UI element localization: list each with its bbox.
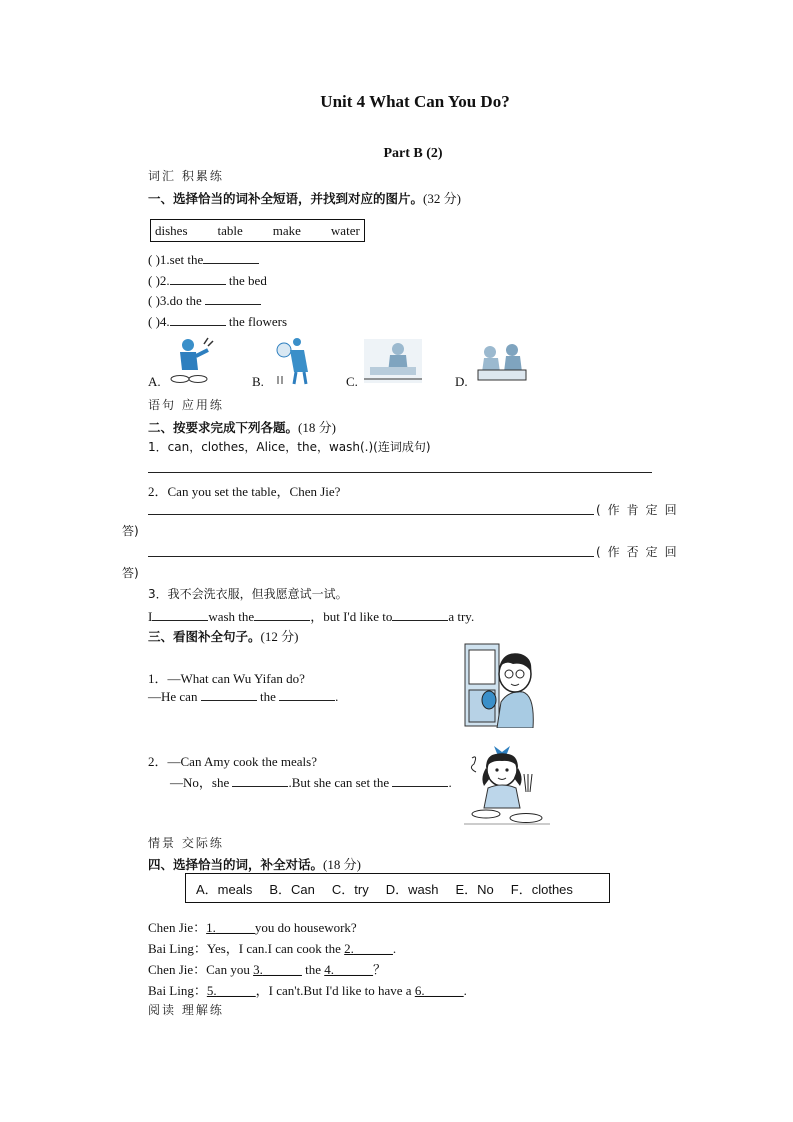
word-bank bbox=[150, 219, 365, 242]
fill-blank[interactable] bbox=[203, 252, 259, 264]
dialogue-line-3 bbox=[148, 959, 386, 978]
phrase-text: 2. bbox=[159, 273, 170, 288]
fill-blank[interactable] bbox=[170, 314, 226, 326]
question-2-1: 1．can，clothes，Alice，the，wash(.)(连词成句) bbox=[148, 440, 431, 454]
fill-blank[interactable] bbox=[279, 689, 335, 701]
question-3-2-answer bbox=[170, 772, 452, 791]
category-dialogue: 情景 交际练 bbox=[148, 836, 224, 850]
answer-blank-4[interactable] bbox=[324, 962, 373, 977]
word-bank-item: make bbox=[272, 223, 301, 238]
section2-heading bbox=[148, 417, 336, 436]
fill-blank[interactable] bbox=[152, 609, 208, 621]
dialogue-text: Yes，I can.I can cook the bbox=[206, 941, 345, 956]
answer-line[interactable] bbox=[148, 556, 594, 557]
phrase-item-2 bbox=[148, 273, 267, 289]
phrase-text: 4. bbox=[159, 314, 170, 329]
section4-heading bbox=[148, 854, 361, 873]
answer-paren[interactable]: ( ) bbox=[148, 273, 160, 288]
blank-number: 1. bbox=[206, 920, 216, 935]
question-3-1: 1．—What can Wu Yifan do? bbox=[148, 671, 305, 686]
dialogue-line-2 bbox=[148, 938, 396, 957]
dialogue-text: Can you bbox=[206, 962, 254, 977]
answer-blank-6[interactable] bbox=[415, 983, 464, 998]
fill-blank[interactable] bbox=[392, 609, 448, 621]
fill-blank[interactable] bbox=[201, 689, 257, 701]
picture-making-bed bbox=[364, 339, 422, 385]
blank-underline: ______ bbox=[216, 983, 256, 998]
section3-heading-text: 三、看图补全句子。 bbox=[148, 629, 261, 644]
picture-label-d: D. bbox=[455, 374, 468, 389]
question-2-3-answer bbox=[148, 606, 474, 625]
section4-heading-text: 四、选择恰当的词，补全对话。 bbox=[148, 857, 324, 872]
blank-underline: ______ bbox=[333, 962, 373, 977]
option-item: B．Can bbox=[269, 881, 315, 897]
section3-heading bbox=[148, 626, 298, 645]
blank-number: 6. bbox=[414, 983, 425, 998]
answer-blank-5[interactable] bbox=[207, 983, 256, 998]
answer-line[interactable] bbox=[148, 514, 594, 515]
option-item: F．clothes bbox=[510, 881, 573, 897]
dialogue-text: ，I can't.But I'd like to have a bbox=[255, 983, 415, 998]
picture-label-c: C. bbox=[346, 374, 358, 389]
dialogue-text: . bbox=[392, 941, 397, 956]
dialogue-text: you do housework? bbox=[254, 920, 357, 935]
option-item: D．wash bbox=[385, 881, 439, 897]
picture-watering-flowers bbox=[270, 336, 314, 386]
phrase-text: the flowers bbox=[225, 314, 288, 329]
sentence-text: . bbox=[448, 775, 452, 790]
blank-underline: ______ bbox=[262, 962, 302, 977]
option-item: E．No bbox=[455, 881, 494, 897]
category-reading: 阅读 理解练 bbox=[148, 1003, 224, 1017]
sentence-text: .But she can set the bbox=[288, 775, 393, 790]
phrase-item-3 bbox=[148, 293, 261, 309]
fill-blank[interactable] bbox=[170, 273, 226, 285]
section1-points: (32 分) bbox=[423, 191, 461, 206]
section2-heading-text: 二、按要求完成下列各题。 bbox=[148, 420, 299, 435]
picture-label-a: A. bbox=[148, 374, 161, 389]
word-bank-item: water bbox=[330, 223, 360, 238]
answer-blank-1[interactable] bbox=[206, 920, 255, 935]
sentence-text: —He can bbox=[148, 689, 201, 704]
blank-underline: ______ bbox=[353, 941, 393, 956]
instruction-affirmative-end: 答) bbox=[122, 524, 139, 538]
picture-washing-dishes bbox=[168, 336, 220, 386]
picture-label-b: B. bbox=[252, 374, 264, 389]
option-item: A．meals bbox=[196, 881, 253, 897]
answer-blank-2[interactable] bbox=[344, 941, 393, 956]
speaker-name: Chen Jie： bbox=[148, 920, 207, 935]
dialogue-line-1 bbox=[148, 917, 357, 936]
section2-points: (18 分) bbox=[298, 420, 336, 435]
sentence-text: a try. bbox=[448, 609, 475, 624]
blank-number: 3. bbox=[253, 962, 263, 977]
blank-number: 5. bbox=[206, 983, 217, 998]
instruction-negative: (作否定回 bbox=[596, 545, 684, 559]
fill-blank[interactable] bbox=[232, 775, 288, 787]
sentence-text: ，but I'd like to bbox=[310, 609, 393, 624]
section1-heading-text: 一、选择恰当的词补全短语，并找到对应的图片。 bbox=[148, 191, 424, 206]
blank-underline: ______ bbox=[424, 983, 464, 998]
answer-paren[interactable]: ( ) bbox=[148, 314, 160, 329]
answer-blank-3[interactable] bbox=[253, 962, 302, 977]
answer-paren[interactable]: ( ) bbox=[148, 252, 160, 267]
blank-number: 2. bbox=[344, 941, 354, 956]
instruction-affirmative: (作肯定回 bbox=[596, 503, 684, 517]
fill-blank[interactable] bbox=[205, 293, 261, 305]
speaker-name: Chen Jie： bbox=[148, 962, 207, 977]
phrase-text: 3.do the bbox=[159, 293, 206, 308]
sentence-text: the bbox=[256, 689, 280, 704]
instruction-negative-end: 答) bbox=[122, 566, 139, 580]
dialogue-text: the bbox=[301, 962, 325, 977]
picture-setting-table bbox=[476, 342, 528, 386]
dialogue-text: ？ bbox=[372, 962, 386, 977]
question-3-1-answer bbox=[148, 689, 338, 705]
section4-points: (18 分) bbox=[323, 857, 361, 872]
phrase-text: the bed bbox=[225, 273, 267, 288]
page-subtitle: Part B (2) bbox=[383, 146, 443, 161]
option-box bbox=[185, 873, 610, 903]
category-sentences: 语句 应用练 bbox=[148, 398, 224, 412]
page-title: Unit 4 What Can You Do? bbox=[320, 92, 510, 111]
sentence-text: —No，she bbox=[170, 775, 233, 790]
picture-girl-setting-table bbox=[464, 744, 550, 826]
question-3-2: 2．—Can Amy cook the meals? bbox=[148, 754, 317, 769]
sentence-text: I bbox=[148, 609, 153, 624]
section1-heading bbox=[148, 188, 461, 207]
answer-line[interactable] bbox=[148, 472, 652, 473]
word-bank-item: table bbox=[217, 223, 243, 238]
blank-underline: ______ bbox=[215, 920, 255, 935]
picture-boy-cleaning-window bbox=[463, 640, 539, 728]
question-2-2: 2．Can you set the table，Chen Jie? bbox=[148, 484, 341, 499]
blank-number: 4. bbox=[324, 962, 334, 977]
option-item: C．try bbox=[331, 881, 369, 897]
speaker-name: Bai Ling： bbox=[148, 941, 207, 956]
phrase-text: 1.set the bbox=[159, 252, 204, 267]
answer-paren[interactable]: ( ) bbox=[148, 293, 160, 308]
sentence-text: wash the bbox=[208, 609, 255, 624]
word-bank-item: dishes bbox=[155, 223, 188, 238]
question-2-3: 3．我不会洗衣服，但我愿意试一试。 bbox=[148, 587, 348, 601]
fill-blank[interactable] bbox=[254, 609, 310, 621]
fill-blank[interactable] bbox=[392, 775, 448, 787]
sentence-text: . bbox=[335, 689, 339, 704]
section3-points: (12 分) bbox=[260, 629, 299, 644]
category-vocabulary: 词汇 积累练 bbox=[148, 169, 224, 183]
speaker-name: Bai Ling： bbox=[148, 983, 207, 998]
phrase-item-1 bbox=[148, 252, 259, 268]
phrase-item-4 bbox=[148, 314, 287, 330]
dialogue-line-4 bbox=[148, 980, 467, 999]
dialogue-text: . bbox=[463, 983, 467, 998]
